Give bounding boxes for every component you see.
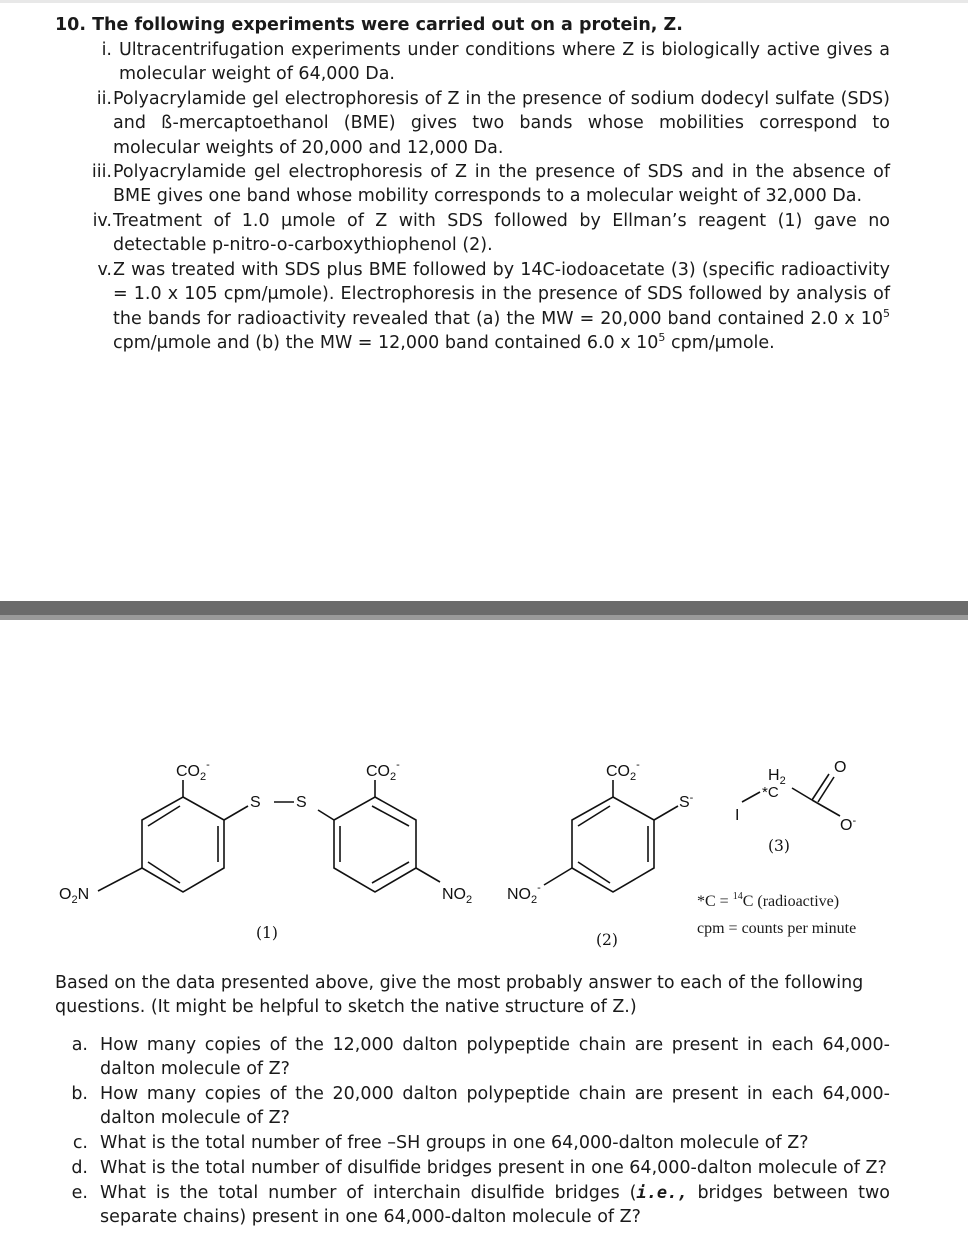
methylene-label: $H_2$ — [768, 767, 786, 787]
question-text: What is the total number of free –SH groups in one 64,000-dalton molecule of Z? — [100, 1133, 809, 1153]
nitro-label: $NO_2^-$ — [507, 882, 541, 906]
compound-3-labels — [735, 759, 856, 855]
question-c — [66, 1131, 890, 1155]
compound-label-1: (1) — [256, 924, 278, 942]
nitro-label-o2n: $O_2N$ — [59, 886, 90, 906]
compound-2-labels — [507, 759, 694, 949]
question-letter: b. — [71, 1084, 88, 1104]
item-text: Polyacrylamide gel electrophoresis of Z in the presence of sodium dodecyl sulfate (SDS) and ß-mercaptoethanol (BME) gives two bands whose mobilities correspond to molecular weights of 20,000 and 12,000 Da. — [113, 89, 890, 158]
question-text: How many copies of the 20,000 dalton polypeptide chain are present in each 64,000-dalton molecule of Z? — [100, 1084, 890, 1129]
item-number: i. — [101, 40, 112, 60]
carboxylate-label: $CO_2^-$ — [606, 759, 640, 783]
question-d — [66, 1156, 890, 1180]
question-letter: e. — [71, 1183, 88, 1203]
item-text: Polyacrylamide gel electrophoresis of Z in the presence of SDS and in the absence of BME gives one band whose mobility corresponds to a molecular weight of 32,000 Da. — [113, 162, 890, 207]
experiment-item-iv — [78, 209, 890, 258]
iodine-label: I — [735, 807, 740, 824]
radiolabel-carbon: *C — [762, 784, 779, 801]
carboxylate-label: $CO_2^-$ — [366, 759, 400, 783]
item-text: Ultracentrifugation experiments under conditions where Z is biologically active gives a molecular weight of 64,000 Da. — [119, 40, 890, 85]
carboxylate-label: $CO_2^-$ — [176, 759, 210, 783]
exponent: 5 — [883, 306, 890, 320]
iodoacetate-skeleton — [742, 774, 840, 816]
item-text-part: cpm/μmole. — [665, 333, 775, 354]
item-number: iii. — [91, 162, 112, 182]
page-separator — [0, 601, 968, 620]
question-title: 10. The following experiments were carried out on a protein, Z. — [55, 15, 683, 35]
cpm-note: cpm = counts per minute — [697, 920, 857, 937]
question-letter: d. — [71, 1158, 88, 1178]
document-page-1 — [0, 3, 968, 601]
question-b — [66, 1082, 890, 1131]
question-letter: a. — [71, 1035, 88, 1055]
question-a — [66, 1033, 890, 1082]
radioactive-note: *C = $^{14}$C (radioactive) — [697, 891, 840, 910]
experiment-item-ii — [78, 87, 890, 160]
carbonyl-oxygen-label: O — [834, 759, 847, 776]
item-number: ii. — [96, 89, 112, 109]
instructions-paragraph: Based on the data presented above, give the most probably answer to each of the following questions. (It might be helpful to sketch the native structure of Z.) — [55, 973, 864, 1018]
exponent: 5 — [658, 331, 666, 345]
experiment-item-v — [78, 258, 890, 356]
question-text: What is the total number of disulfide bridges present in one 64,000-dalton molecule of Z? — [100, 1158, 887, 1178]
item-text-part: Z was treated with SDS plus BME followed by 14C-iodoacetate (3) (specific radioactivity = 1.0 x 105 cpm/μmole). Electrophoresis in the presence of SDS followed by analysis of the bands for radioactivity revealed that (a) the MW = 20,000 band contained 2.0 x 10 — [113, 260, 890, 329]
question-e — [66, 1181, 890, 1230]
question-letter: c. — [72, 1133, 88, 1153]
sulfur-label: S — [250, 794, 261, 811]
nitro-label: $NO_2$ — [442, 886, 473, 906]
ie-abbreviation: i.e., — [636, 1183, 688, 1203]
question-text: What is the total number of interchain disulfide bridges (i.e., bridges between two separate chains) present in one 64,000-dalton molecule of Z? — [100, 1183, 890, 1228]
item-text — [113, 258, 890, 356]
compound-label-3: (3) — [768, 837, 790, 855]
carboxylate-oxygen-label: O- — [840, 815, 857, 834]
compound-label-2: (2) — [596, 931, 618, 949]
benzene-ring-1a — [98, 780, 248, 892]
experiment-item-iii — [78, 160, 890, 209]
compound-1-labels — [59, 759, 472, 942]
sulfur-label: S — [296, 794, 307, 811]
experiment-item-i — [78, 38, 890, 87]
item-text: Treatment of 1.0 μmole of Z with SDS followed by Ellman’s reagent (1) gave no detectable p-nitro-o-carboxythiophenol (2). — [113, 211, 890, 256]
item-number: v. — [97, 260, 112, 280]
document-page-2 — [0, 620, 968, 1248]
question-text: How many copies of the 12,000 dalton polypeptide chain are present in each 64,000-dalton molecule of Z? — [100, 1035, 890, 1080]
benzene-ring-2 — [544, 780, 678, 892]
thiolate-label: S- — [679, 792, 694, 811]
item-number: iv. — [92, 211, 112, 231]
item-text-part: cpm/μmole and (b) the MW = 12,000 band contained 6.0 x 10 — [113, 333, 659, 354]
